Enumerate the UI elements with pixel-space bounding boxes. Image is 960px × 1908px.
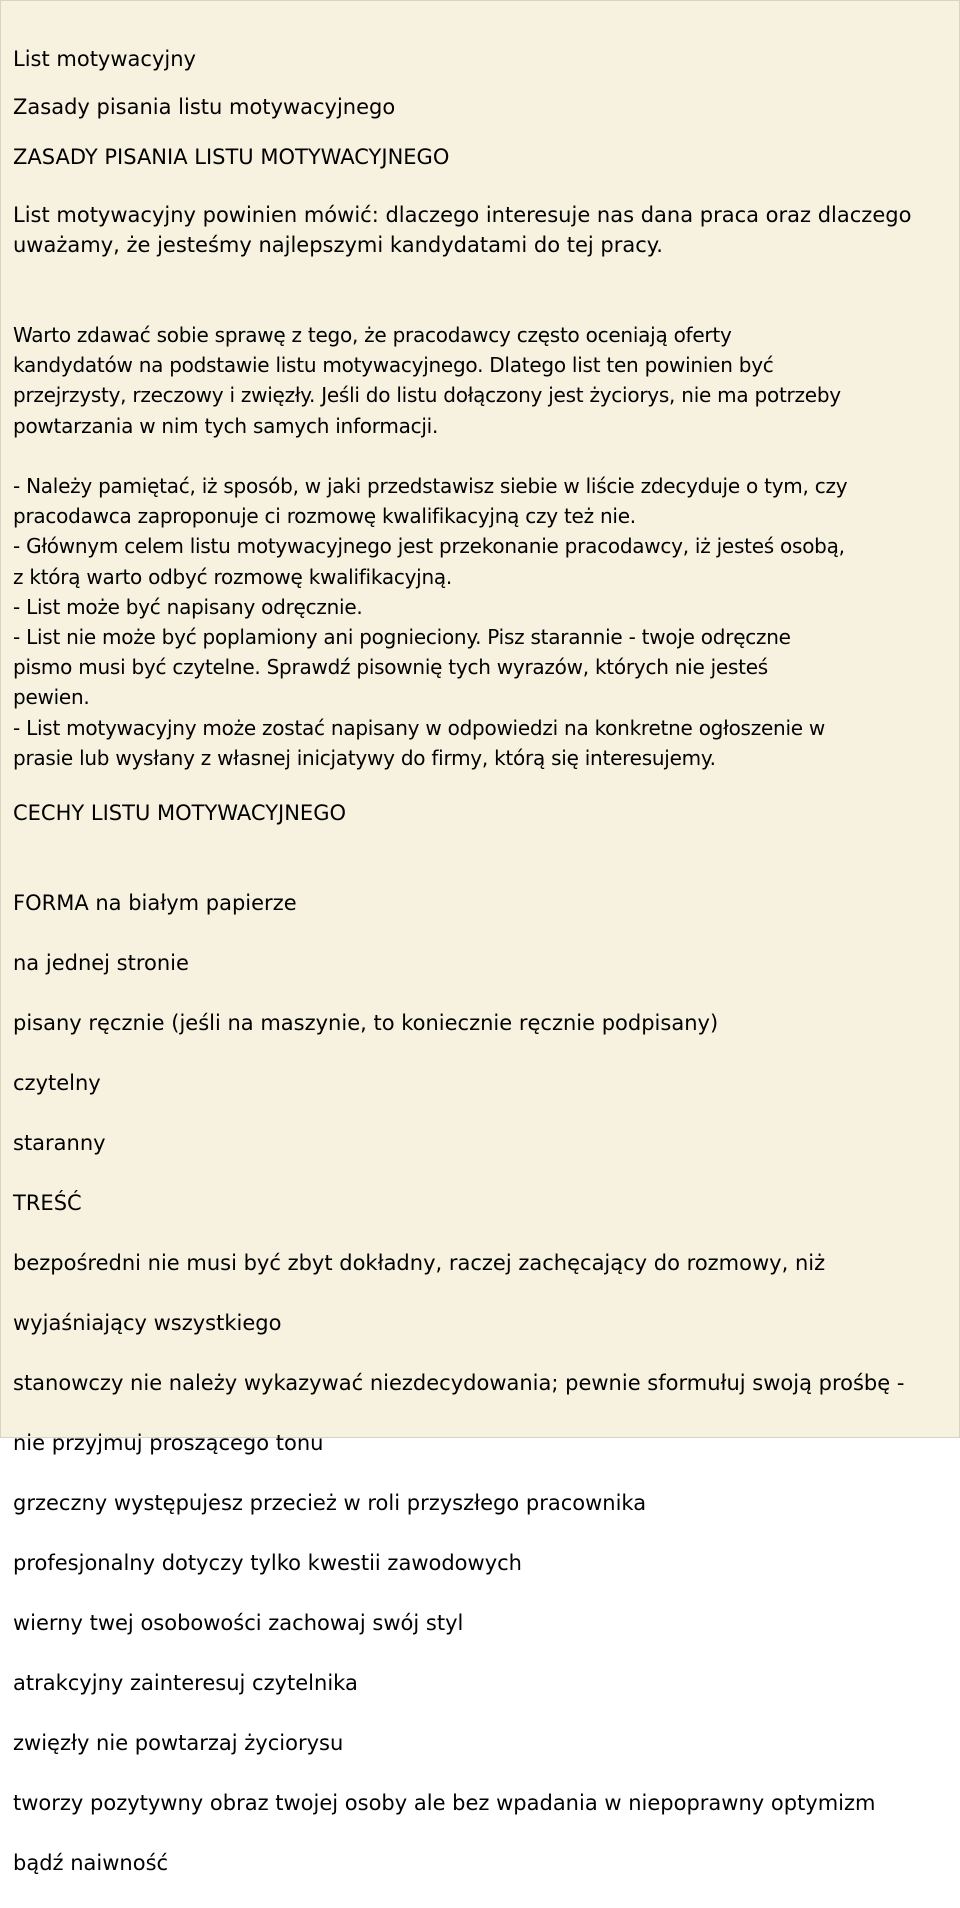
section-heading-features: CECHY LISTU MOTYWACYJNEGO	[13, 801, 346, 825]
features-line: staranny	[13, 1131, 106, 1155]
features-line: profesjonalny dotyczy tylko kwestii zawodowych	[13, 1551, 522, 1575]
document-title: List motywacyjny	[13, 47, 196, 71]
features-line: zwięzły nie powtarzaj życiorysu	[13, 1731, 344, 1755]
features-line: na jednej stronie	[13, 951, 189, 975]
features-line: czytelny	[13, 1071, 101, 1095]
document-subtitle: Zasady pisania listu motywacyjnego	[13, 95, 396, 119]
features-line: pisany ręcznie (jeśli na maszynie, to koniecznie ręcznie podpisany)	[13, 1011, 719, 1035]
rules-list: - Należy pamiętać, iż sposób, w jaki przedstawisz siebie w liście zdecyduje o tym, czy pracodawca zaproponuje ci rozmowę kwalifikacyjną czy też nie. - Głównym celem listu motywacyjnego jest przekonanie pracodawcy, iż jesteś osobą, z którą warto odbyć rozmowę kwalifikacyjną. - List może być napisany odręcznie. - List nie może być poplamiony ani pognieciony. Pisz starannie - twoje odręczne pismo musi być czytelne. Sprawdź pisownię tych wyrazów, których nie jesteś pewien. - List motywacyjny może zostać napisany w odpowiedzi na konkretne ogłoszenie w prasie lub wysłany z własnej inicjatywy do firmy, którą się interesujemy.	[13, 474, 848, 770]
features-line: nie przyjmuj proszącego tonu	[13, 1431, 324, 1455]
features-line: bądź naiwność	[13, 1851, 169, 1875]
features-line: wyjaśniający wszystkiego	[13, 1311, 282, 1335]
features-line: wierny twej osobowości zachowaj swój styl	[13, 1611, 464, 1635]
paragraph-offers: Warto zdawać sobie sprawę z tego, że pracodawcy często oceniają oferty kandydatów na podstawie listu motywacyjnego. Dlatego list ten powinien być przejrzysty, rzeczowy i zwięzły. Jeśli do listu dołączony jest życiorys, nie ma potrzeby powtarzania w nim tych samych informacji.	[13, 323, 841, 438]
features-line: tworzy pozytywny obraz twojej osoby ale bez wpadania w niepoprawny optymizm	[13, 1791, 876, 1815]
features-line: grzeczny występujesz przecież w roli przyszłego pracownika	[13, 1491, 647, 1515]
section-heading-rules: ZASADY PISANIA LISTU MOTYWACYJNEGO	[13, 145, 450, 169]
features-line: atrakcyjny zainteresuj czytelnika	[13, 1671, 358, 1695]
features-line: FORMA na białym papierze	[13, 891, 297, 915]
features-list	[13, 858, 949, 1908]
features-line: TREŚĆ	[13, 1191, 82, 1215]
features-line: stanowczy nie należy wykazywać niezdecydowania; pewnie sformułuj swoją prośbę -	[13, 1371, 905, 1395]
intro-paragraph: List motywacyjny powinien mówić: dlaczego interesuje nas dana praca oraz dlaczego uważamy, że jesteśmy najlepszymi kandydatami do tej pracy.	[13, 203, 912, 257]
features-line: bezpośredni nie musi być zbyt dokładny, raczej zachęcający do rozmowy, niż	[13, 1251, 826, 1275]
